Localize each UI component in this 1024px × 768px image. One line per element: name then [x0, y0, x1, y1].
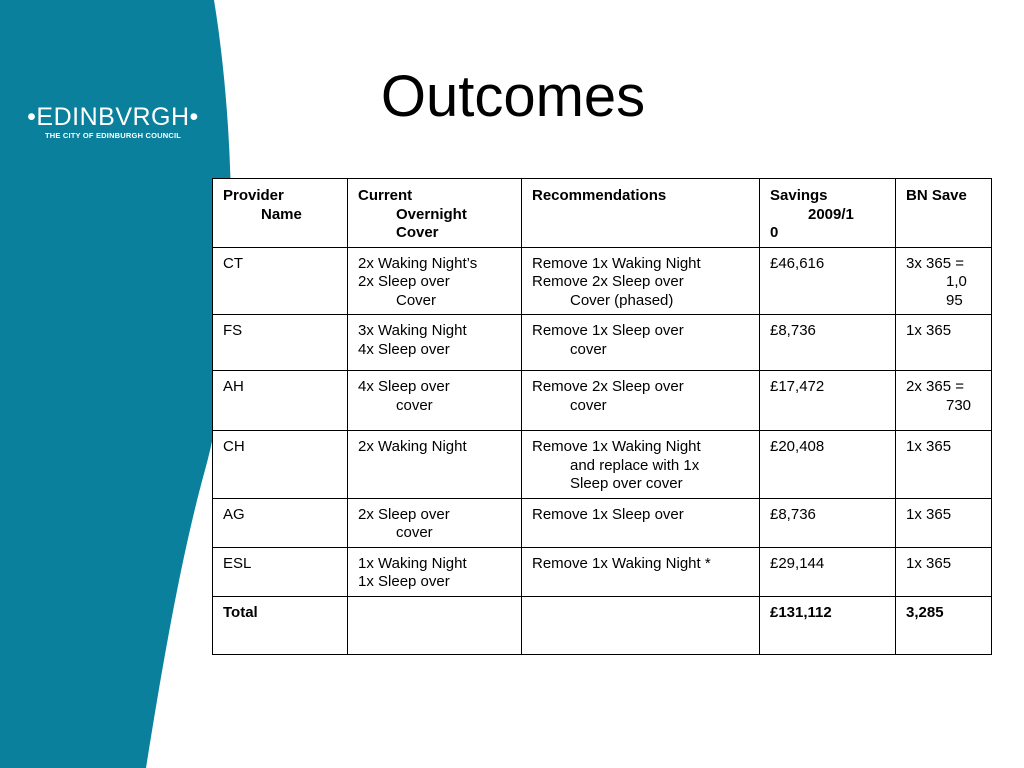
cell-bn-save: 1x 365	[896, 315, 992, 371]
cell-provider: AH	[213, 371, 348, 431]
cell-recommendation: Remove 1x Sleep over	[522, 498, 760, 547]
header-current: Current Overnight Cover	[348, 179, 522, 248]
table-row	[213, 315, 992, 371]
cell-current: 1x Waking Night 1x Sleep over	[348, 547, 522, 596]
header-recommendations: Recommendations	[522, 179, 760, 248]
outcomes-table	[212, 178, 992, 655]
total-label: Total	[213, 596, 348, 654]
total-recommendation	[522, 596, 760, 654]
cell-recommendation: Remove 2x Sleep over cover	[522, 371, 760, 431]
cell-savings: £29,144	[760, 547, 896, 596]
cell-savings: £20,408	[760, 431, 896, 499]
cell-bn-save: 1x 365	[896, 431, 992, 499]
table-row	[213, 371, 992, 431]
cell-savings: £46,616	[760, 247, 896, 315]
cell-provider: CT	[213, 247, 348, 315]
cell-bn-save: 3x 365 = 1,0 95	[896, 247, 992, 315]
cell-provider: FS	[213, 315, 348, 371]
table-row	[213, 547, 992, 596]
header-savings: Savings 2009/1 0	[760, 179, 896, 248]
cell-recommendation: Remove 1x Waking Night *	[522, 547, 760, 596]
cell-recommendation: Remove 1x Sleep over cover	[522, 315, 760, 371]
header-bn-save: BN Save	[896, 179, 992, 248]
total-savings: £131,112	[760, 596, 896, 654]
total-current	[348, 596, 522, 654]
table-row	[213, 247, 992, 315]
slide-title: Outcomes	[380, 64, 646, 129]
cell-current: 2x Sleep over cover	[348, 498, 522, 547]
cell-current: 2x Waking Night’s 2x Sleep over Cover	[348, 247, 522, 315]
cell-recommendation: Remove 1x Waking Night and replace with 1x Sleep over cover	[522, 431, 760, 499]
cell-savings: £8,736	[760, 315, 896, 371]
cell-current: 2x Waking Night	[348, 431, 522, 499]
cell-current: 3x Waking Night 4x Sleep over	[348, 315, 522, 371]
cell-savings: £17,472	[760, 371, 896, 431]
edinburgh-council-logo	[22, 104, 204, 140]
logo-wordmark: •EDINBVRGH•	[27, 103, 199, 131]
cell-provider: CH	[213, 431, 348, 499]
table-header-row	[213, 179, 992, 248]
cell-bn-save: 1x 365	[896, 547, 992, 596]
table-row	[213, 498, 992, 547]
cell-bn-save: 1x 365	[896, 498, 992, 547]
total-bn-save: 3,285	[896, 596, 992, 654]
cell-provider: ESL	[213, 547, 348, 596]
cell-bn-save: 2x 365 = 730	[896, 371, 992, 431]
cell-recommendation: Remove 1x Waking Night Remove 2x Sleep over Cover (phased)	[522, 247, 760, 315]
cell-savings: £8,736	[760, 498, 896, 547]
table-total-row	[213, 596, 992, 654]
logo-subtitle: THE CITY OF EDINBURGH COUNCIL	[44, 131, 182, 140]
cell-current: 4x Sleep over cover	[348, 371, 522, 431]
cell-provider: AG	[213, 498, 348, 547]
table-row	[213, 431, 992, 499]
header-provider: Provider Name	[213, 179, 348, 248]
